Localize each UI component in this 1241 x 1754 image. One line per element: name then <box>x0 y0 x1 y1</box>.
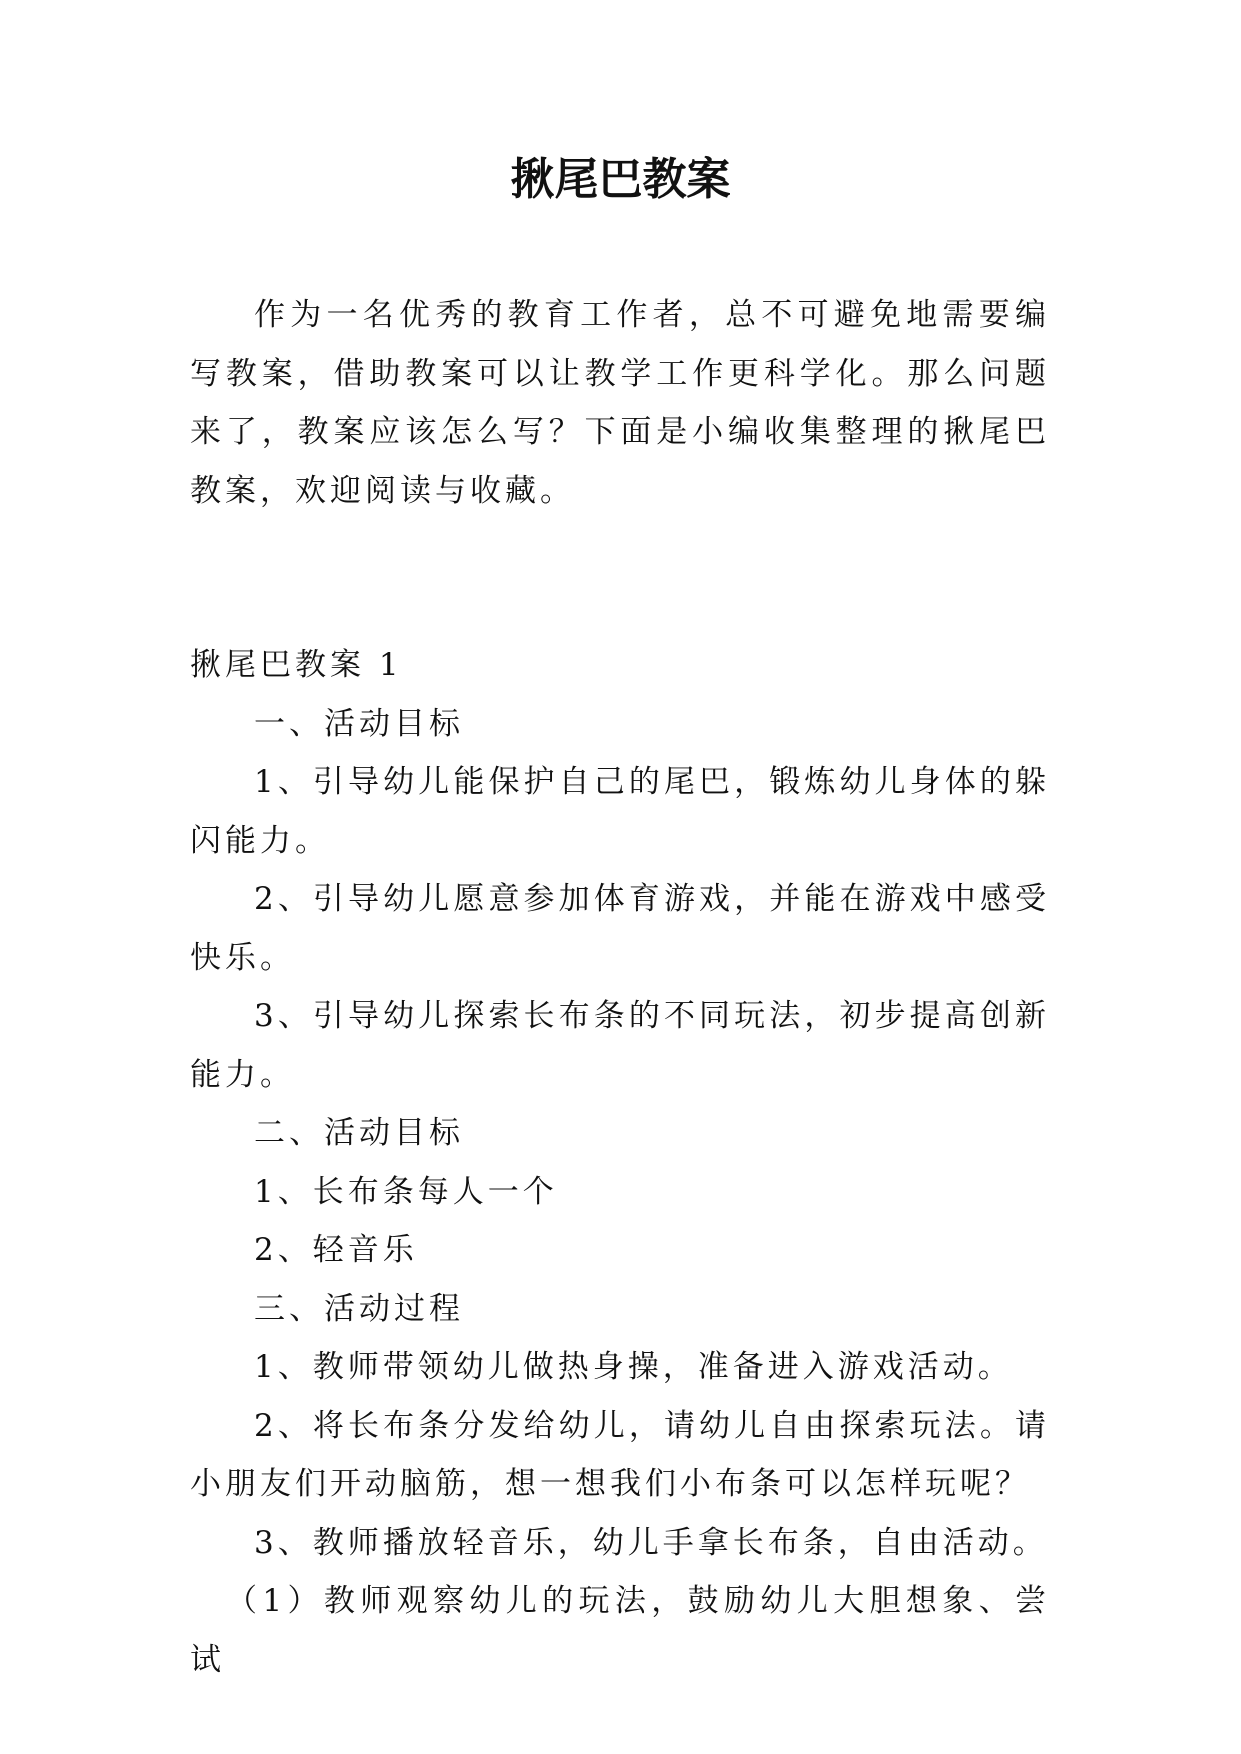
goal-item-1: 1、引导幼儿能保护自己的尾巴，锻炼幼儿身体的躲闪能力。 <box>190 764 1050 859</box>
goal-item-2: 2、引导幼儿愿意参加体育游戏，并能在游戏中感受快乐。 <box>190 881 1050 976</box>
material-item-1: 1、长布条每人一个 <box>254 1173 558 1210</box>
goal-item-3: 3、引导幼儿探索长布条的不同玩法，初步提高创新能力。 <box>190 998 1050 1093</box>
process-subitem-1: （1）教师观察幼儿的玩法，鼓励幼儿大胆想象、尝试 <box>190 1583 1050 1678</box>
heading-activity-goals-2: 二、活动目标 <box>254 1115 464 1151</box>
process-item-3: 3、教师播放轻音乐，幼儿手拿长布条，自由活动。 <box>254 1524 1048 1561</box>
section-heading: 揪尾巴教案 1 <box>190 647 403 683</box>
document-body <box>190 286 1050 1689</box>
heading-activity-goals: 一、活动目标 <box>254 705 464 742</box>
intro-paragraph: 作为一名优秀的教育工作者，总不可避免地需要编写教案，借助教案可以让教学工作更科学化。那么问题来了，教案应该怎么写？下面是小编收集整理的揪尾巴教案，欢迎阅读与收藏。 <box>190 297 1050 509</box>
paragraph-gap <box>190 520 1050 636</box>
process-item-1: 1、教师带领幼儿做热身操，准备进入游戏活动。 <box>254 1349 1013 1385</box>
process-item-2: 2、将长布条分发给幼儿，请幼儿自由探索玩法。请小朋友们开动脑筋，想一想我们小布条可以怎样玩呢？ <box>190 1407 1050 1502</box>
material-item-2: 2、轻音乐 <box>254 1232 418 1268</box>
document-title: 揪尾巴教案 <box>510 154 731 205</box>
heading-activity-process: 三、活动过程 <box>254 1290 464 1327</box>
